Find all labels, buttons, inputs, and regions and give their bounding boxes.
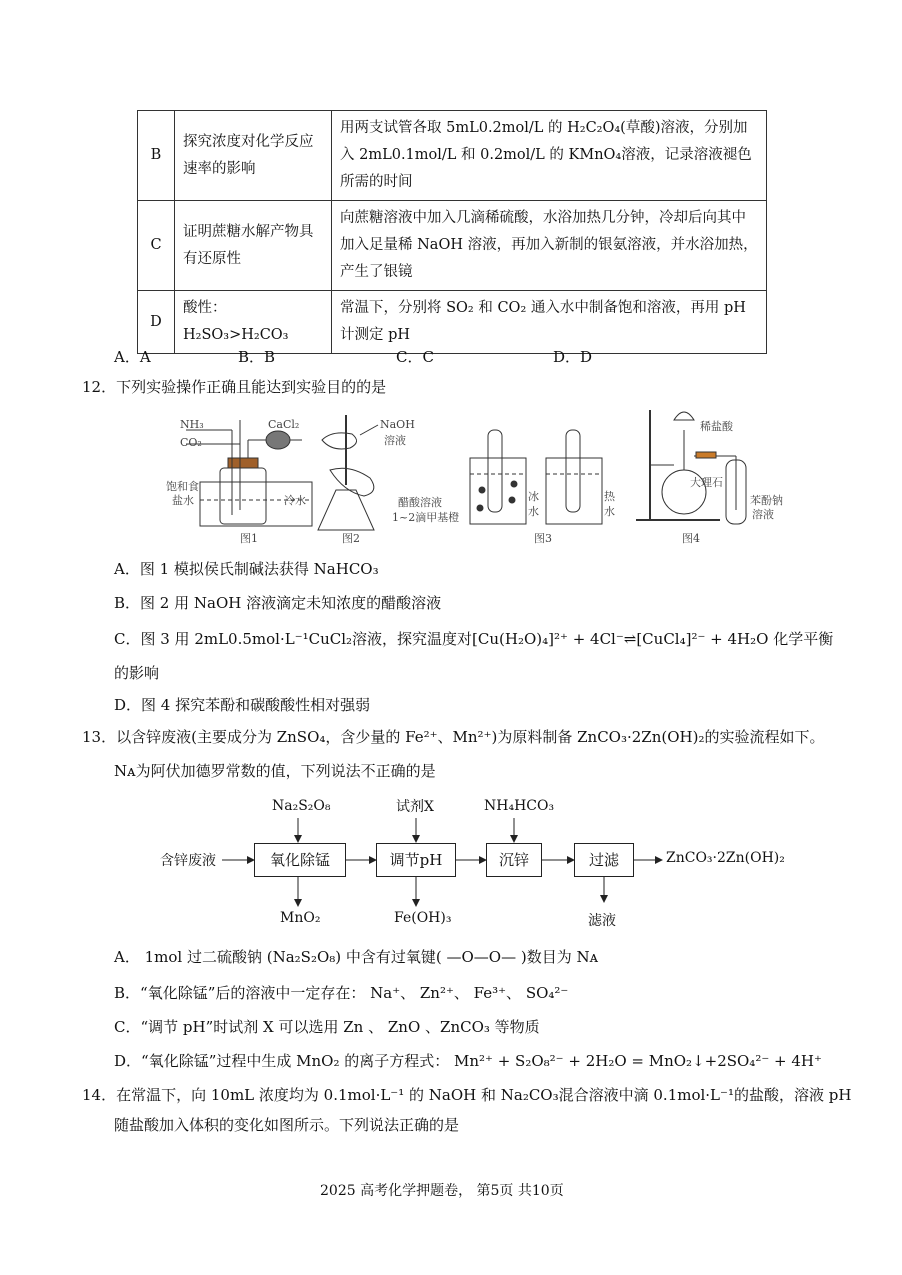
flow-reagent-x: 试剂X	[396, 799, 434, 815]
fig1-label-coldwater: 冷水	[284, 494, 306, 507]
row-method: 常温下，分别将 SO₂ 和 CO₂ 通入水中制备饱和溶液，再用 pH 计测定 pH	[332, 291, 767, 354]
fig2-label-indicator: 1~2滴甲基橙	[392, 511, 460, 524]
flow-step-oxidize: 氧化除锰	[254, 843, 346, 877]
flow-step-precipitate: 沉锌	[486, 843, 542, 877]
q13-option-d[interactable]: D．“氧化除锰”过程中生成 MnO₂ 的离子方程式： Mn²⁺ + S₂O₈²⁻ + 2H₂O = MnO₂↓+2SO₄²⁻ + 4H⁺	[114, 1052, 822, 1070]
fig4-label-marble: 大理石	[690, 476, 723, 489]
table-row	[138, 201, 767, 291]
row-purpose: 探究浓度对化学反应速率的影响	[175, 111, 332, 201]
fig4-caption: 图4	[682, 532, 700, 545]
fig4-label-phenoxide: 苯酚钠	[750, 494, 783, 507]
flow-reagent-na2s2o8: Na₂S₂O₈	[272, 798, 331, 814]
table-row	[138, 291, 767, 354]
fig3-label-hot: 热	[604, 490, 615, 503]
fig2-caption: 图2	[342, 532, 360, 545]
q12-option-b[interactable]: B．图 2 用 NaOH 溶液滴定未知浓度的醋酸溶液	[114, 594, 442, 612]
row-key: D	[138, 291, 175, 354]
q13-option-a[interactable]: A． 1mol 过二硫酸钠 (Na₂S₂O₈) 中含有过氧键( —O—O— )数目为 Nᴀ	[114, 948, 599, 966]
row-purpose: 证明蔗糖水解产物具有还原性	[175, 201, 332, 291]
q12-option-c-cont: 的影响	[114, 664, 160, 682]
fig2-label-acetic: 醋酸溶液	[398, 496, 442, 509]
flow-reagent-nh4hco3: NH₄HCO₃	[484, 798, 555, 814]
experiment-table	[137, 110, 767, 354]
q13-option-c[interactable]: C．“调节 pH”时试剂 X 可以选用 Zn 、 ZnO 、ZnCO₃ 等物质	[114, 1018, 540, 1036]
fig1-label-brine2: 盐水	[172, 494, 194, 507]
q11-option-d[interactable]: D．D	[553, 348, 593, 366]
fig1-label-co2: CO₂	[180, 436, 202, 449]
q12-option-d[interactable]: D．图 4 探究苯酚和碳酸酸性相对强弱	[114, 696, 371, 714]
row-key: C	[138, 201, 175, 291]
flow-byproduct-filtrate: 滤液	[588, 913, 616, 929]
fig2-flask	[318, 490, 374, 530]
flow-step-filter: 过滤	[574, 843, 634, 877]
fig1-label-cacl2: CaCl₂	[268, 418, 300, 431]
row-method: 用两支试管各取 5mL0.2mol/L 的 H₂C₂O₄(草酸)溶液，分别加入 2mL0.1mol/L 和 0.2mol/L 的 KMnO₄溶液，记录溶液褪色所需的时间	[332, 111, 767, 201]
q12-option-c[interactable]: C．图 3 用 2mL0.5mol·L⁻¹CuCl₂溶液，探究温度对[Cu(H₂O)₄]²⁺ + 4Cl⁻⇌[CuCl₄]²⁻ + 4H₂O 化学平衡	[114, 630, 834, 648]
q13-stem-2: Nᴀ为阿伏加德罗常数的值，下列说法不正确的是	[114, 762, 436, 780]
fig3-label-hot-water: 水	[604, 505, 615, 518]
fig1-flask	[220, 468, 266, 524]
flow-input: 含锌废液	[160, 853, 216, 869]
fig3-label-ice: 冰	[528, 490, 539, 503]
fig2-label-solution: 溶液	[384, 434, 406, 447]
table-row	[138, 111, 767, 201]
q11-option-a[interactable]: A．A	[114, 348, 151, 366]
fig1-label-brine1: 饱和食	[166, 480, 199, 493]
q14-stem-2: 随盐酸加入体积的变化如图所示。下列说法正确的是	[114, 1116, 460, 1134]
q11-option-b[interactable]: B．B	[238, 348, 276, 366]
fig3-beaker-hot	[546, 458, 602, 524]
page-footer: 2025 高考化学押题卷， 第5页 共10页	[320, 1183, 564, 1199]
q12-option-a[interactable]: A．图 1 模拟侯氏制碱法获得 NaHCO₃	[114, 560, 379, 578]
fig4-label-phenoxide-solution: 溶液	[752, 508, 774, 521]
fig3-label-ice-water: 水	[528, 505, 539, 518]
flow-byproduct-mno2: MnO₂	[280, 910, 321, 926]
q11-option-c[interactable]: C．C	[396, 348, 434, 366]
fig3-beaker-ice	[470, 458, 526, 524]
fig4-test-tube	[726, 460, 746, 524]
fig3-caption: 图3	[534, 532, 552, 545]
row-purpose: 酸性：H₂SO₃>H₂CO₃	[175, 291, 332, 354]
fig1-label-nh3: NH₃	[180, 418, 204, 431]
row-method: 向蔗糖溶液中加入几滴稀硫酸，水浴加热几分钟，冷却后向其中加入足量稀 NaOH 溶液，再加入新制的银氨溶液，并水浴加热，产生了银镜	[332, 201, 767, 291]
fig4-label-hcl: 稀盐酸	[700, 420, 733, 433]
q13-option-b[interactable]: B．“氧化除锰”后的溶液中一定存在： Na⁺、 Zn²⁺、 Fe³⁺、 SO₄²⁻	[114, 984, 569, 1002]
q12-stem: 12．下列实验操作正确且能达到实验目的的是	[82, 378, 387, 396]
fig2-label-naoh: NaOH	[380, 418, 415, 431]
q14-stem-1: 14．在常温下，向 10mL 浓度均为 0.1mol·L⁻¹ 的 NaOH 和 Na₂CO₃混合溶液中滴 0.1mol·L⁻¹的盐酸，溶液 pH	[82, 1086, 852, 1104]
flow-step-adjust-ph: 调节pH	[376, 843, 456, 877]
flow-byproduct-feoh3: Fe(OH)₃	[394, 910, 452, 926]
row-key: B	[138, 111, 175, 201]
fig1-caption: 图1	[240, 532, 258, 545]
q13-stem-1: 13．以含锌废液(主要成分为 ZnSO₄，含少量的 Fe²⁺、Mn²⁺)为原料制备 ZnCO₃·2Zn(OH)₂的实验流程如下。	[82, 728, 825, 746]
flow-product: ZnCO₃·2Zn(OH)₂	[666, 850, 785, 866]
